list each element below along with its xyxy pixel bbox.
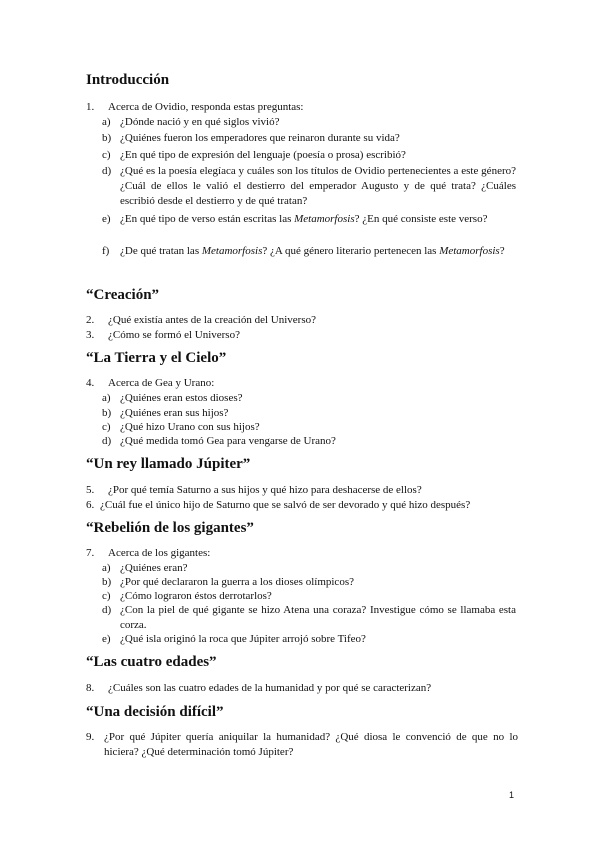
subquestion-1e — [102, 212, 516, 227]
section-title-creacion: “Creación” — [86, 287, 160, 303]
question-text: Acerca de los gigantes: — [108, 547, 211, 559]
sub-letter: b) — [102, 132, 112, 144]
section-title-tierra: “La Tierra y el Cielo” — [86, 350, 227, 366]
sub-letter: d) — [102, 435, 112, 447]
subquestion-7d — [102, 603, 516, 633]
sub-letter: d) — [102, 604, 112, 616]
sub-letter: d) — [102, 165, 112, 177]
subquestion-7e — [102, 632, 516, 647]
subquestion-1d — [102, 164, 516, 209]
question-text: ¿Por qué Júpiter quería aniquilar la humanidad? ¿Qué diosa le convenció de que no lo hiciera? ¿Qué determinación tomó Júpiter? — [104, 731, 518, 758]
subquestion-4b — [102, 406, 516, 421]
sub-text: ¿Qué medida tomó Gea para vengarse de Urano? — [120, 435, 336, 447]
section-title-rey: “Un rey llamado Júpiter” — [86, 456, 251, 472]
question-9 — [86, 730, 518, 760]
sub-text: ¿Quiénes fueron los emperadores que reinaron durante su vida? — [120, 132, 400, 144]
question-5 — [86, 483, 526, 498]
sub-text: ¿Qué hizo Urano con sus hijos? — [120, 421, 260, 433]
sub-text: ¿Qué isla originó la roca que Júpiter arrojó sobre Tifeo? — [120, 633, 366, 645]
subquestion-1b — [102, 131, 516, 146]
subquestion-7c — [102, 589, 516, 604]
subquestion-4a — [102, 391, 516, 406]
section-title-gigantes: “Rebelión de los gigantes” — [86, 520, 254, 536]
sub-text: ¿Quiénes eran? — [120, 562, 188, 574]
question-7 — [86, 546, 516, 561]
subquestion-1c — [102, 148, 516, 163]
subquestion-4d — [102, 434, 516, 449]
question-number: 5. — [86, 484, 95, 496]
question-text: ¿Qué existía antes de la creación del Universo? — [108, 314, 316, 326]
sub-text: ¿Quiénes eran estos dioses? — [120, 392, 243, 404]
sub-letter: a) — [102, 392, 111, 404]
sub-text: ¿Dónde nació y en qué siglos vivió? — [120, 116, 280, 128]
question-text: Acerca de Gea y Urano: — [108, 377, 215, 389]
sub-letter: c) — [102, 590, 111, 602]
question-number: 9. — [86, 731, 95, 743]
question-3 — [86, 328, 516, 343]
sub-letter: f) — [102, 245, 110, 257]
question-number: 4. — [86, 377, 95, 389]
page-number: 1 — [508, 790, 514, 800]
sub-letter: b) — [102, 576, 112, 588]
sub-text: ¿En qué tipo de expresión del lenguaje (poesía o prosa) escribió? — [120, 149, 406, 161]
section-title-decision: “Una decisión difícil” — [86, 704, 224, 720]
sub-letter: a) — [102, 562, 111, 574]
section-title-introduccion: Introducción — [86, 72, 170, 88]
sub-text: ¿De qué tratan las Metamorfosis? ¿A qué género literario pertenecen las Metamorfosis? — [120, 245, 505, 257]
subquestion-7b — [102, 575, 516, 590]
sub-text: ¿Qué es la poesía elegíaca y cuáles son los títulos de Ovidio pertenecientes a este género? ¿Cuál de ellos le valió el destierro del emperador Augusto y de qué trata? ¿Cuáles escribió desde el destierro y de qué tratan? — [120, 165, 516, 207]
sub-letter: a) — [102, 116, 111, 128]
sub-text: ¿Con la piel de qué gigante se hizo Atena una coraza? Investigue cómo se llamaba esta corza. — [120, 604, 516, 631]
sub-letter: e) — [102, 213, 111, 225]
question-number: 6. — [86, 499, 95, 511]
section-title-edades: “Las cuatro edades” — [86, 654, 217, 670]
sub-letter: e) — [102, 633, 111, 645]
question-1 — [86, 100, 516, 115]
sub-text: ¿Por qué declararon la guerra a los dioses olímpicos? — [120, 576, 354, 588]
question-number: 8. — [86, 682, 95, 694]
sub-text: ¿Cómo lograron éstos derrotarlos? — [120, 590, 272, 602]
sub-letter: c) — [102, 149, 111, 161]
question-number: 7. — [86, 547, 95, 559]
question-text: ¿Cómo se formó el Universo? — [108, 329, 240, 341]
question-2 — [86, 313, 516, 328]
sub-letter: c) — [102, 421, 111, 433]
question-number: 3. — [86, 329, 95, 341]
subquestion-4c — [102, 420, 516, 435]
question-6 — [86, 498, 526, 513]
sub-text: ¿Quiénes eran sus hijos? — [120, 407, 229, 419]
question-text: ¿Cuáles son las cuatro edades de la humanidad y por qué se caracterizan? — [108, 682, 432, 694]
question-text: ¿Cuál fue el único hijo de Saturno que se salvó de ser devorado y qué hizo después? — [100, 499, 471, 511]
question-text: ¿Por qué temía Saturno a sus hijos y qué hizo para deshacerse de ellos? — [108, 484, 422, 496]
sub-text: ¿En qué tipo de verso están escritas las Metamorfosis? ¿En qué consiste este verso? — [120, 213, 488, 225]
subquestion-1f — [102, 244, 516, 259]
question-8 — [86, 681, 526, 696]
subquestion-7a — [102, 561, 516, 576]
question-text: Acerca de Ovidio, responda estas preguntas: — [108, 101, 304, 113]
question-4 — [86, 376, 516, 391]
subquestion-1a — [102, 115, 516, 130]
sub-letter: b) — [102, 407, 112, 419]
question-number: 1. — [86, 101, 95, 113]
question-number: 2. — [86, 314, 95, 326]
